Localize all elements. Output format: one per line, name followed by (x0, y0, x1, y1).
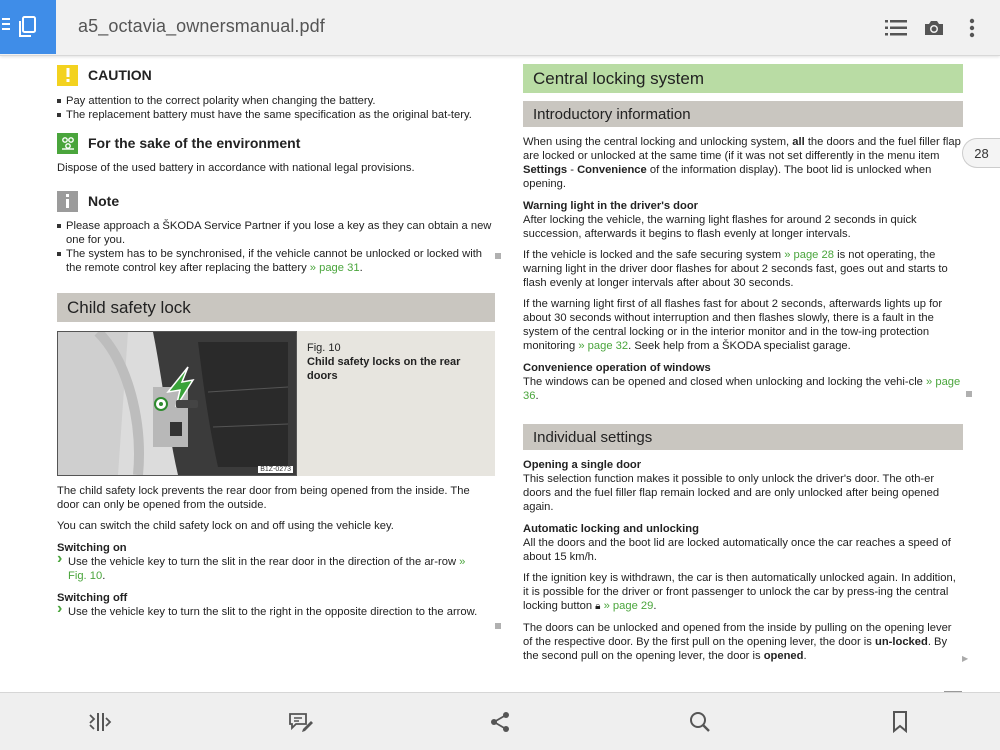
single-door-title: Opening a single door (523, 459, 642, 471)
windows-title: Convenience operation of windows (523, 362, 711, 374)
central-locking-button-icon: 🔒︎ (595, 601, 601, 612)
switching-off-title: Switching off (57, 592, 128, 604)
caution-item: The replacement battery must have the same specification as the original bat-tery. (57, 108, 495, 122)
camera-icon[interactable] (916, 14, 952, 42)
auto-locking-text: All the doors and the boot lid are locked automatically once the car reaches a speed of about 15 km/h. (523, 537, 951, 563)
section-end-marker (495, 253, 501, 259)
page-number-badge: 28 (962, 138, 1000, 168)
document-title: a5_octavia_ownersmanual.pdf (78, 16, 325, 36)
note-item: Please approach a ŠKODA Service Partner if you lose a key as they can obtain a new one for you. (57, 219, 495, 247)
switching-on-title: Switching on (57, 542, 127, 554)
figure-caption: Child safety locks on the rear doors (307, 356, 461, 382)
page-navigation-icon (88, 711, 112, 733)
page-29-link[interactable]: » page 29 (603, 600, 654, 612)
environment-text: Dispose of the used battery in accordance with national legal provisions. (57, 162, 415, 174)
child-lock-paragraph: The child safety lock prevents the rear door from being opened from the inside. The door can only be opened from the outside. (57, 485, 470, 511)
caution-item: Pay attention to the correct polarity when changing the battery. (57, 94, 495, 108)
document-copy-icon (17, 15, 39, 39)
warning-light-title: Warning light in the driver's door (523, 200, 699, 212)
bottom-toolbar (0, 692, 1000, 750)
section-end-marker (966, 391, 972, 397)
figure-label: Fig. 10 (307, 342, 341, 354)
top-app-bar (0, 0, 1000, 56)
page-31-link[interactable]: » page 31 (309, 262, 360, 274)
search-icon (689, 711, 711, 733)
note-title: Note (88, 193, 120, 209)
caution-title: CAUTION (88, 67, 152, 83)
page-navigation-button[interactable] (0, 693, 200, 750)
warning-icon (57, 65, 78, 86)
note-box (57, 190, 495, 275)
search-button[interactable] (600, 693, 800, 750)
individual-settings-heading: Individual settings (523, 424, 963, 450)
doors-paragraph: The doors can be unlocked and opened from the inside by pulling on the opening lever of the respective door. By the first pull on the opening lever, the door is un-locked. By the second pull on the opening lever, the door is opened. (523, 622, 952, 662)
ignition-paragraph: If the ignition key is withdrawn, the car is then automatically unlocked again. In addition, it is possible for the driver or front passenger to unlock the car by press-ing the central locking button 🔒︎ » page 29. (523, 572, 956, 612)
more-vert-icon[interactable] (954, 14, 990, 42)
note-item: The system has to be synchronised, if the vehicle cannot be unlocked or locked with the remote control key after replacing the battery » page 31. (57, 247, 495, 275)
child-lock-paragraph: You can switch the child safety lock on and off using the vehicle key. (57, 520, 394, 532)
annotate-button[interactable] (200, 693, 400, 750)
documents-button[interactable] (0, 0, 56, 54)
switching-off-step: › Use the vehicle key to turn the slit to the right in the opposite direction to the arrow. (57, 605, 495, 619)
warning-light-text: After locking the vehicle, the warning light flashes for around 2 seconds in quick succession, afterwards it begins to flash evenly at longer intervals. (523, 214, 917, 240)
menu-icon (2, 18, 10, 33)
door-child-lock-image (57, 331, 297, 476)
share-icon (489, 711, 511, 733)
info-icon (57, 191, 78, 212)
central-locking-heading: Central locking system (523, 64, 963, 93)
switching-on-step: › Use the vehicle key to turn the slit in the rear door in the direction of the ar-row » Fig. 10. (57, 555, 495, 583)
bookmark-icon (892, 711, 908, 733)
section-end-marker (495, 623, 501, 629)
child-safety-lock-heading: Child safety lock (57, 293, 495, 322)
environment-box (57, 132, 495, 175)
fault-paragraph: If the warning light first of all flashes fast for about 2 seconds, afterwards lights up for about 30 seconds without interruption and then flashes slowly, there is a fault in the system of the central locking or in the interior monitor and in the tow-ing protection monitoring » page 32. Seek help from a ŠKODA specialist garage. (523, 298, 943, 352)
windows-text: The windows can be opened and closed when unlocking and locking the vehi-cle » page 36. (523, 375, 963, 403)
intro-paragraph: When using the central locking and unlocking system, all the doors and the fuel filler flap are locked or unlocked at the same time (if it was not set differently in the menu item Settings - Convenience of the information display). The boot lid is unlocked when opening. (523, 136, 961, 190)
page-32-link[interactable]: » page 32 (578, 340, 629, 352)
figure-10 (57, 331, 495, 476)
caution-box (57, 64, 495, 122)
bookmark-button[interactable] (800, 693, 1000, 750)
annotate-icon (287, 711, 313, 733)
table-of-contents-icon[interactable] (878, 14, 914, 42)
pdf-page (0, 56, 1000, 692)
fig-10-link[interactable]: » Fig. 10 (68, 556, 466, 582)
environment-title: For the sake of the environment (88, 135, 301, 151)
single-door-text: This selection function makes it possible to only unlock the driver's door. The oth-er doors and the fuel filler flap remain locked and are only unlocked after being opened again. (523, 473, 940, 513)
page-28-link[interactable]: » page 28 (784, 249, 834, 261)
environment-icon (57, 133, 78, 154)
share-button[interactable] (400, 693, 600, 750)
auto-locking-title: Automatic locking and unlocking (523, 523, 699, 535)
figure-code: B1Z-0273 (260, 466, 291, 473)
continue-arrow-icon: ▶ (962, 654, 969, 663)
safe-securing-paragraph: If the vehicle is locked and the safe securing system » page 28 is not operating, the warning light in the driver door flashes for about 2 seconds fast, goes out and starts to flash evenly at longer intervals after about 30 seconds. (523, 249, 948, 289)
page-36-link[interactable]: » page 36 (523, 376, 961, 402)
introductory-info-heading: Introductory information (523, 101, 963, 127)
